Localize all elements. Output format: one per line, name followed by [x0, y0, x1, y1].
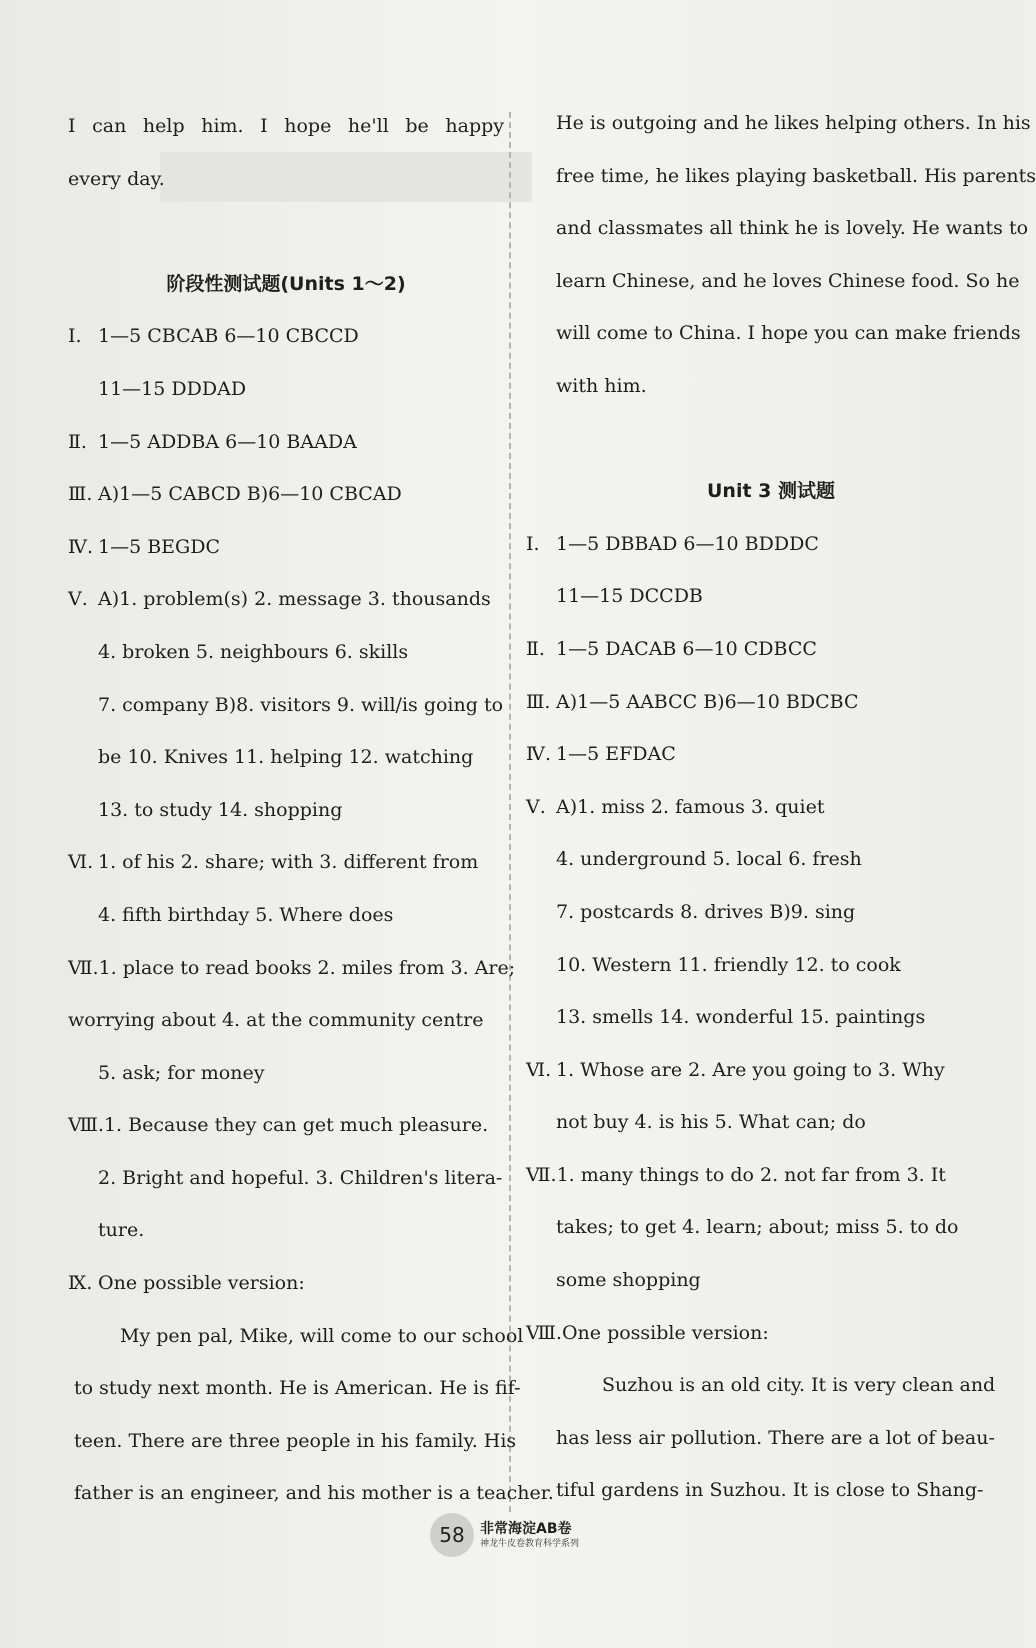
- answer-line: 11—15 DDDAD: [98, 377, 247, 400]
- answer-line: Ⅰ. 1—5 DBBAD 6—10 BDDDC: [526, 532, 819, 555]
- answer-line: takes; to get 4. learn; about; miss 5. to do: [556, 1216, 959, 1239]
- answer-line: Ⅰ. 1—5 CBCAB 6—10 CBCCD: [68, 325, 359, 348]
- answer-line: Ⅲ. A)1—5 CABCD B)6—10 CBCAD: [68, 483, 402, 506]
- answer-line: Ⅶ.1. many things to do 2. not far from 3. It: [526, 1163, 946, 1186]
- left-column: [68, 100, 554, 1520]
- answer-line: some shopping: [556, 1269, 701, 1292]
- brand-subtitle: 神龙牛皮卷教育科学系列: [480, 1538, 580, 1549]
- answer-line: Ⅱ. 1—5 ADDBA 6—10 BAADA: [68, 430, 357, 453]
- essay-line: tiful gardens in Suzhou. It is close to Shang-: [556, 1479, 984, 1502]
- section-title-units-1-2: 阶段性测试题(Units 1～2): [166, 272, 406, 295]
- answer-line: 7. postcards 8. drives B)9. sing: [556, 900, 856, 923]
- essay-line: He is outgoing and he likes helping others. In his: [556, 112, 1031, 134]
- answer-line: Ⅸ. One possible version:: [68, 1272, 305, 1295]
- answer-line: Ⅵ. 1. of his 2. share; with 3. different from: [68, 851, 479, 874]
- essay-line: will come to China. I hope you can make friends: [556, 322, 1021, 345]
- answer-line: 4. underground 5. local 6. fresh: [556, 848, 862, 871]
- answer-line: 13. to study 14. shopping: [98, 798, 343, 821]
- page-number: 58: [430, 1513, 474, 1557]
- answer-line: Ⅷ.One possible version:: [526, 1321, 769, 1344]
- essay-line: learn Chinese, and he loves Chinese food. So he: [556, 269, 1020, 292]
- column-divider: [509, 112, 511, 1512]
- essay-line: teen. There are three people in his family. His: [74, 1429, 517, 1452]
- answer-line: 11—15 DCCDB: [556, 585, 703, 608]
- answer-line: Ⅴ. A)1. problem(s) 2. message 3. thousands: [68, 588, 491, 611]
- essay-line: My pen pal, Mike, will come to our school: [120, 1324, 524, 1347]
- brand-title: 非常海淀AB卷: [480, 1520, 572, 1537]
- page-footer: [430, 1510, 579, 1560]
- intro-line-1: I can help him. I hope he'll be happy: [68, 115, 504, 137]
- answer-line: 5. ask; for money: [98, 1061, 265, 1084]
- answer-line: 4. fifth birthday 5. Where does: [98, 903, 394, 926]
- answer-line: Ⅲ. A)1—5 AABCC B)6—10 BDCBC: [526, 690, 859, 713]
- answer-line: 7. company B)8. visitors 9. will/is going to: [98, 693, 504, 716]
- brand: [480, 1520, 579, 1551]
- essay-line: Suzhou is an old city. It is very clean and: [602, 1374, 996, 1397]
- section-title-unit-3: Unit 3 测试题: [707, 480, 835, 503]
- essay-line: has less air pollution. There are a lot of beau-: [556, 1426, 995, 1449]
- essay-line: with him.: [556, 374, 647, 397]
- right-column: [526, 97, 1036, 1517]
- answer-line: 4. broken 5. neighbours 6. skills: [98, 640, 409, 663]
- answer-line: 13. smells 14. wonderful 15. paintings: [556, 1006, 926, 1029]
- answer-line: Ⅶ.1. place to read books 2. miles from 3. Are;: [68, 956, 516, 979]
- answer-line: ture.: [98, 1219, 145, 1242]
- answer-line: Ⅳ. 1—5 BEGDC: [68, 535, 220, 558]
- answer-line: Ⅴ. A)1. miss 2. famous 3. quiet: [526, 795, 825, 818]
- answer-line: worrying about 4. at the community centre: [68, 1009, 484, 1032]
- essay-line: free time, he likes playing basketball. His parents: [556, 164, 1036, 187]
- answer-line: be 10. Knives 11. helping 12. watching: [98, 746, 474, 769]
- answer-line: Ⅳ. 1—5 EFDAC: [526, 743, 676, 766]
- essay-line: to study next month. He is American. He is fif-: [74, 1377, 521, 1400]
- essay-line: father is an engineer, and his mother is a teacher.: [74, 1482, 554, 1505]
- answer-line: 10. Western 11. friendly 12. to cook: [556, 953, 901, 976]
- answer-line: not buy 4. is his 5. What can; do: [556, 1111, 866, 1134]
- answer-line: Ⅷ.1. Because they can get much pleasure.: [68, 1114, 489, 1137]
- essay-line: and classmates all think he is lovely. He wants to: [556, 217, 1029, 240]
- answer-line: 2. Bright and hopeful. 3. Children's litera-: [98, 1166, 503, 1189]
- answer-line: Ⅵ. 1. Whose are 2. Are you going to 3. Why: [526, 1058, 945, 1081]
- intro-line-2: every day.: [68, 167, 165, 190]
- answer-line: Ⅱ. 1—5 DACAB 6—10 CDBCC: [526, 637, 817, 660]
